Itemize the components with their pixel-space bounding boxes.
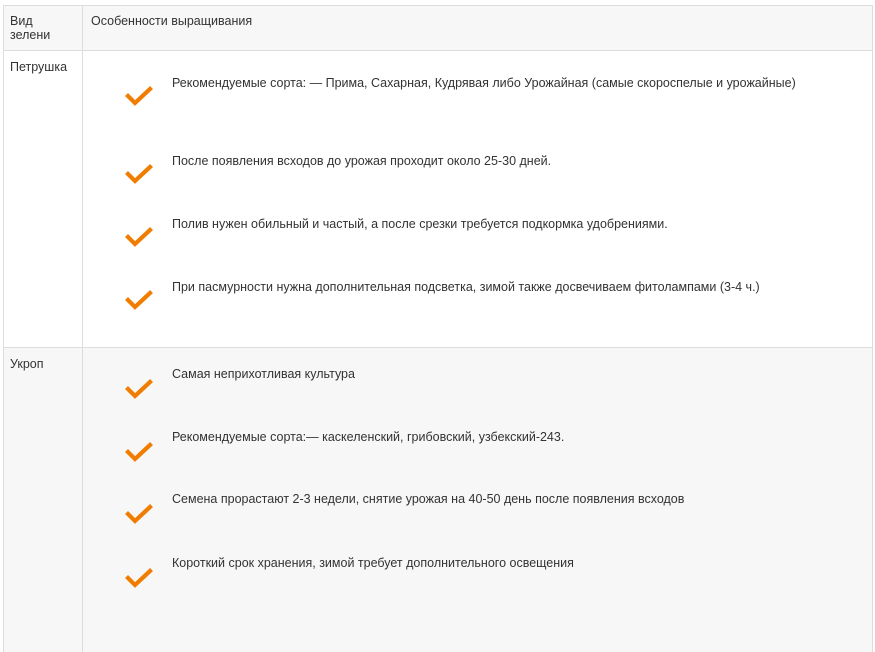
checkmark-icon xyxy=(125,85,153,107)
checkmark-icon xyxy=(125,567,153,589)
header-features: Особенности выращивания xyxy=(91,14,253,28)
list-item-text: При пасмурности нужна дополнительная подсветка, зимой также досвечиваем фитолампами (3-4 ч.) xyxy=(172,280,760,294)
list-item-text: Семена прорастают 2-3 недели, снятие урожая на 40-50 день после появления всходов xyxy=(172,492,685,506)
row-features xyxy=(83,51,872,347)
checkmark-icon xyxy=(125,378,153,400)
list-item-text: Самая неприхотливая культура xyxy=(172,367,355,381)
checkmark-icon xyxy=(125,289,153,311)
checkmark-icon xyxy=(125,226,153,248)
header-type-line2: зелени xyxy=(10,28,51,42)
header-type-line1: Вид xyxy=(10,14,33,28)
list-item-text: Короткий срок хранения, зимой требует дополнительного освещения xyxy=(172,556,574,570)
header-type-of-greens xyxy=(4,6,83,50)
table-row xyxy=(4,348,872,652)
row-features xyxy=(83,348,872,652)
list-item-text: После появления всходов до урожая проходит около 25-30 дней. xyxy=(172,154,552,168)
list-item-text: Рекомендуемые сорта: — Прима, Сахарная, Кудрявая либо Урожайная (самые скороспелые и урожайные) xyxy=(172,76,796,90)
table-header xyxy=(4,6,872,51)
list-item-text: Рекомендуемые сорта:— каскеленский, грибовский, узбекский-243. xyxy=(172,430,565,444)
checkmark-icon xyxy=(125,163,153,185)
table-row xyxy=(4,51,872,348)
checkmark-icon xyxy=(125,503,153,525)
row-name-dill: Укроп xyxy=(4,348,83,652)
list-item-text: Полив нужен обильный и частый, а после срезки требуется подкормка удобрениями. xyxy=(172,217,668,231)
checkmark-icon xyxy=(125,441,153,463)
cultivation-table xyxy=(3,5,873,652)
row-name-parsley: Петрушка xyxy=(4,51,83,347)
